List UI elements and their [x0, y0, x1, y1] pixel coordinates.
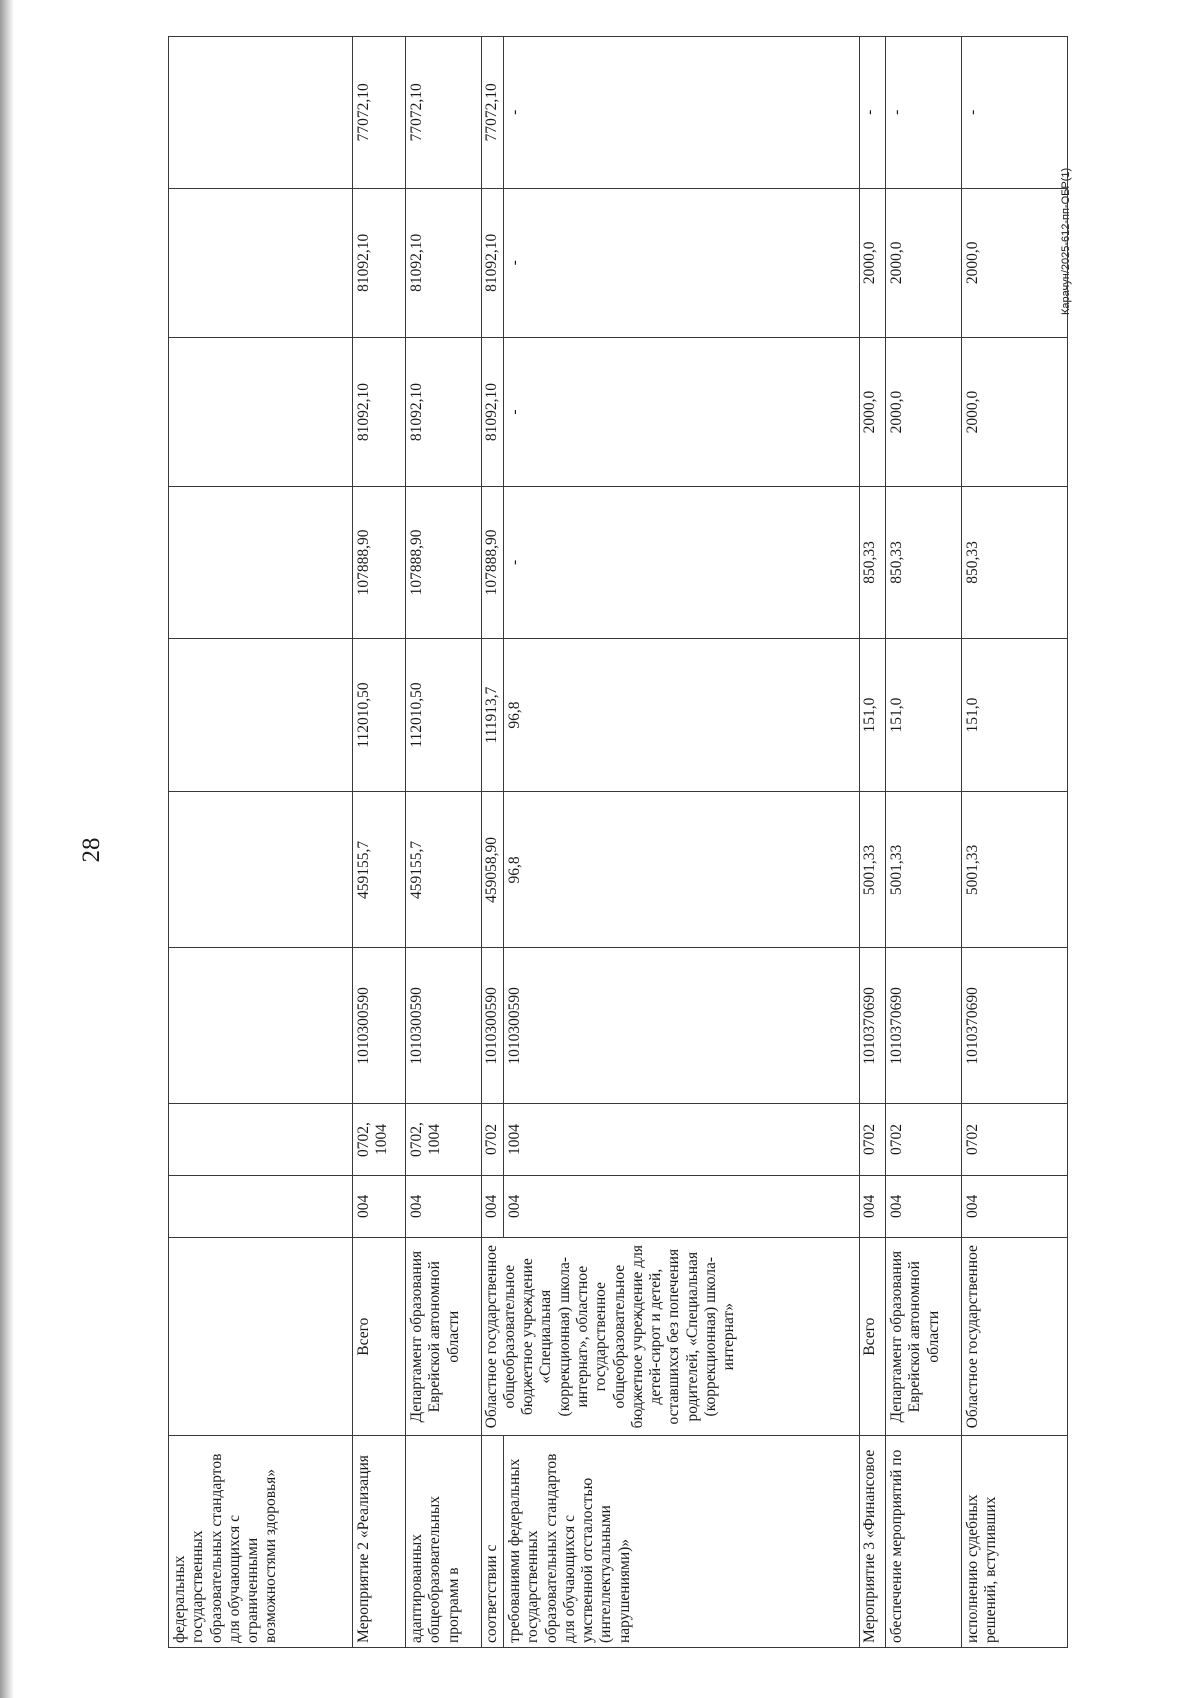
year-value-cell: 107888,90 [405, 487, 481, 639]
grbs-cell [169, 1175, 353, 1237]
year-value-cell: 850,33 [859, 487, 886, 639]
rzpr-cell: 1004 [504, 1104, 860, 1175]
total-cell: 459155,7 [405, 792, 481, 948]
measure-name-cell: федеральных государственных образовательных стандартов для обучающихся с ограниченными возможностями здоровья» [169, 1436, 353, 1648]
rzpr-cell: 0702 [481, 1104, 503, 1175]
scan-page-edge [0, 0, 14, 1698]
rzpr-cell: 0702 [859, 1104, 886, 1175]
year-value-cell: - [961, 37, 1067, 189]
rotated-table-container [168, 36, 1068, 1648]
year-value-cell: 2000,0 [859, 188, 886, 337]
year-value-cell: 2000,0 [886, 337, 962, 486]
total-cell: 5001,33 [886, 792, 962, 948]
table-row [481, 37, 503, 1648]
rzpr-cell: 0702 [886, 1104, 962, 1175]
year-value-cell: 151,0 [886, 638, 962, 792]
csr-cell: 1010300590 [504, 948, 860, 1104]
year-value-cell: 2000,0 [961, 188, 1067, 337]
year-value-cell: 151,0 [961, 638, 1067, 792]
total-cell: 459058,90 [481, 792, 503, 948]
measure-name-cell: Мероприятие 2 «Реализация [352, 1436, 405, 1648]
year-value-cell: 81092,10 [352, 188, 405, 337]
table-row [961, 37, 1067, 1648]
measure-name-cell: обеспечение мероприятий по [886, 1436, 962, 1648]
csr-cell: 1010370690 [886, 948, 962, 1104]
total-cell: 459155,7 [352, 792, 405, 948]
year-value-cell: - [886, 37, 962, 189]
year-value-cell: 2000,0 [961, 337, 1067, 486]
year-value-cell: 850,33 [886, 487, 962, 639]
year-value-cell: 151,0 [859, 638, 886, 792]
total-cell [169, 792, 353, 948]
executor-cell: Департамент образования Еврейской автономной области [886, 1238, 962, 1436]
table-row [352, 37, 405, 1648]
executor-cell: Областное государственное [961, 1238, 1067, 1436]
grbs-cell: 004 [481, 1175, 503, 1237]
year-value-cell: - [504, 487, 860, 639]
grbs-cell: 004 [859, 1175, 886, 1237]
csr-cell: 1010300590 [405, 948, 481, 1104]
csr-cell: 1010300590 [352, 948, 405, 1104]
executor-cell: Всего [859, 1238, 886, 1436]
year-value-cell: 112010,50 [352, 638, 405, 792]
measure-name-cell: требованиями федеральных государственных образовательных стандартов для обучающихся с умственной отсталостью (интеллектуальными нарушениями)» [504, 1436, 860, 1648]
total-cell: 5001,33 [961, 792, 1067, 948]
executor-cell [169, 1238, 353, 1436]
year-value-cell: 2000,0 [859, 337, 886, 486]
year-value-cell: 111913,7 [481, 638, 503, 792]
year-value-cell: 77072,10 [352, 37, 405, 189]
grbs-cell: 004 [886, 1175, 962, 1237]
table-row [169, 37, 353, 1648]
csr-cell [169, 948, 353, 1104]
grbs-cell: 004 [504, 1175, 860, 1237]
year-value-cell: 850,33 [961, 487, 1067, 639]
measure-name-cell: Мероприятие 3 «Финансовое [859, 1436, 886, 1648]
year-value-cell [169, 638, 353, 792]
year-value-cell: 81092,10 [481, 337, 503, 486]
year-value-cell: 77072,10 [405, 37, 481, 189]
year-value-cell: 96,8 [504, 638, 860, 792]
grbs-cell: 004 [405, 1175, 481, 1237]
year-value-cell: - [504, 188, 860, 337]
csr-cell: 1010370690 [859, 948, 886, 1104]
year-value-cell: 77072,10 [481, 37, 503, 189]
table-row [886, 37, 962, 1648]
total-cell: 5001,33 [859, 792, 886, 948]
year-value-cell: 81092,10 [481, 188, 503, 337]
rzpr-cell: 0702 [961, 1104, 1067, 1175]
executor-cell: Областное государственное общеобразовательное бюджетное учреждение «Специальная (коррекционная) школа-интернат», областное государственное общеобразовательное бюджетное учреждение для детей-сирот и детей, оставшихся без попечения родителей, «Специальная (коррекционная) школа-интернат» [481, 1238, 859, 1436]
rzpr-cell: 0702, 1004 [352, 1104, 405, 1175]
measure-name-cell: исполнению судебных решений, вступивших [961, 1436, 1067, 1648]
csr-cell: 1010300590 [481, 948, 503, 1104]
executor-cell: Всего [352, 1238, 405, 1436]
year-value-cell: 81092,10 [352, 337, 405, 486]
rzpr-cell [169, 1104, 353, 1175]
year-value-cell [169, 487, 353, 639]
executor-cell: Департамент образования Еврейской автономной области [405, 1238, 481, 1436]
table-row [859, 37, 886, 1648]
year-value-cell: 112010,50 [405, 638, 481, 792]
year-value-cell: 107888,90 [481, 487, 503, 639]
total-cell: 96,8 [504, 792, 860, 948]
page-number: 28 [78, 837, 105, 863]
grbs-cell: 004 [961, 1175, 1067, 1237]
year-value-cell: 107888,90 [352, 487, 405, 639]
measure-name-cell: адаптированных общеобразовательных программ в [405, 1436, 481, 1648]
year-value-cell: 2000,0 [886, 188, 962, 337]
year-value-cell: 81092,10 [405, 188, 481, 337]
grbs-cell: 004 [352, 1175, 405, 1237]
budget-measures-table [168, 36, 1068, 1648]
year-value-cell: - [859, 37, 886, 189]
rzpr-cell: 0702, 1004 [405, 1104, 481, 1175]
footer-document-code: Карачун/2025-612-пп-ОБР(1) [1060, 167, 1072, 315]
year-value-cell: - [504, 37, 860, 189]
measure-name-cell: соответствии с [481, 1436, 503, 1648]
table-row [405, 37, 481, 1648]
year-value-cell [169, 188, 353, 337]
year-value-cell [169, 37, 353, 189]
year-value-cell [169, 337, 353, 486]
year-value-cell: - [504, 337, 860, 486]
csr-cell: 1010370690 [961, 948, 1067, 1104]
year-value-cell: 81092,10 [405, 337, 481, 486]
